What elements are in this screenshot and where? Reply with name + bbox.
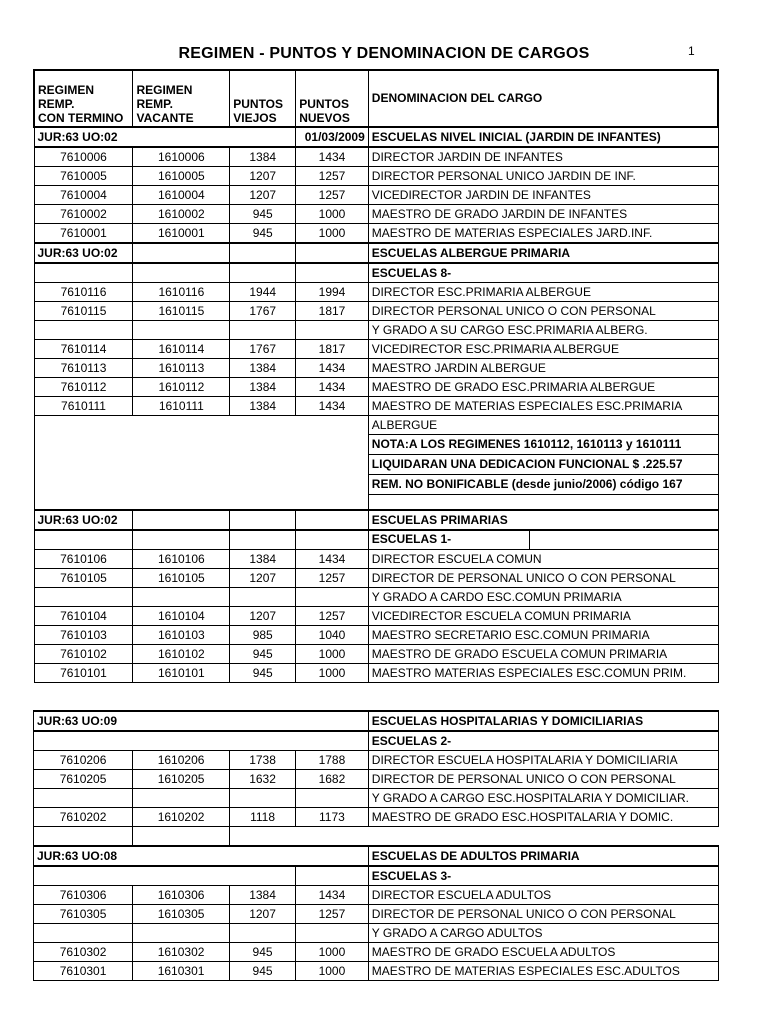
header-row [34, 70, 718, 127]
sub-row [34, 866, 719, 886]
puntos-viejos-cell: 1944 [230, 283, 296, 302]
table-row [34, 167, 718, 186]
regimen-vacante-cell: 1610005 [133, 167, 230, 186]
puntos-viejos-cell: 1767 [230, 340, 296, 359]
continuation-text: ALBERGUE [368, 416, 718, 435]
puntos-viejos-cell: 1384 [230, 886, 296, 905]
section-heading: ESCUELAS NIVEL INICIAL (JARDIN DE INFANTES) [368, 127, 718, 147]
regimen-con-termino-cell: 7610112 [34, 378, 133, 397]
regimen-con-termino-cell: 7610106 [34, 550, 133, 569]
denominacion-cell: MAESTRO DE GRADO ESCUELA COMUN PRIMARIA [368, 645, 718, 664]
puntos-nuevos-cell: 1040 [296, 626, 369, 645]
regimen-vacante-cell: 1610114 [133, 340, 230, 359]
sub-row [34, 263, 718, 283]
puntos-nuevos-cell: 1000 [296, 224, 369, 244]
puntos-viejos-cell [230, 321, 296, 340]
denominacion-cell: Y GRADO A CARDO ESC.COMUN PRIMARIA [368, 588, 718, 607]
regimen-con-termino-cell: 7610206 [34, 751, 133, 770]
regimen-con-termino-cell: 7610305 [34, 905, 133, 924]
denominacion-cell: DIRECTOR ESCUELA COMUN [368, 550, 718, 569]
table-row [34, 664, 718, 683]
table-row [34, 789, 719, 808]
puntos-viejos-cell: 945 [230, 224, 296, 244]
jur-row [34, 127, 718, 147]
regimen-vacante-cell: 1610101 [133, 664, 230, 683]
section-date: 01/03/2009 [296, 127, 369, 147]
section-nivel-inicial [34, 127, 718, 243]
regimen-con-termino-cell: 7610102 [34, 645, 133, 664]
regimen-vacante-cell: 1610004 [133, 186, 230, 205]
regimen-con-termino-cell: 7610101 [34, 664, 133, 683]
denominacion-cell: MAESTRO DE GRADO JARDIN DE INFANTES [368, 205, 718, 224]
table-row [34, 588, 718, 607]
regimen-con-termino-cell: 7610002 [34, 205, 133, 224]
denominacion-cell: DIRECTOR DE PERSONAL UNICO O CON PERSONAL [368, 770, 718, 789]
puntos-viejos-cell: 1207 [230, 607, 296, 626]
regimen-con-termino-cell: 7610114 [34, 340, 133, 359]
regimen-con-termino-cell [34, 321, 133, 340]
sub-row [34, 731, 719, 751]
puntos-viejos-cell: 1207 [230, 186, 296, 205]
regimen-con-termino-cell: 7610116 [34, 283, 133, 302]
note-line-1: NOTA:A LOS REGIMENES 1610112, 1610113 y 1610111 [368, 435, 718, 455]
table-row [34, 359, 718, 378]
regimen-vacante-cell: 1610102 [133, 645, 230, 664]
regimen-vacante-cell: 1610105 [133, 569, 230, 588]
jur-row [34, 846, 719, 866]
denominacion-cell: MAESTRO SECRETARIO ESC.COMUN PRIMARIA [368, 626, 718, 645]
denominacion-cell: DIRECTOR ESC.PRIMARIA ALBERGUE [368, 283, 718, 302]
regimen-vacante-cell: 1610106 [133, 550, 230, 569]
regimen-con-termino-cell: 7610115 [34, 302, 133, 321]
regimen-vacante-cell: 1610205 [133, 770, 230, 789]
puntos-nuevos-cell [296, 789, 369, 808]
regimen-con-termino-cell: 7610111 [34, 397, 133, 416]
puntos-viejos-cell: 945 [230, 962, 296, 981]
section-adultos [34, 846, 719, 981]
regimen-vacante-cell: 1610002 [133, 205, 230, 224]
jur-row [34, 243, 718, 263]
sub-row [34, 530, 718, 550]
puntos-viejos-cell: 1767 [230, 302, 296, 321]
regimen-con-termino-cell: 7610001 [34, 224, 133, 244]
table-row [34, 205, 718, 224]
puntos-nuevos-cell: 1434 [296, 147, 369, 167]
table-row [34, 302, 718, 321]
regimen-vacante-cell: 1610006 [133, 147, 230, 167]
regimen-con-termino-cell: 7610104 [34, 607, 133, 626]
puntos-nuevos-cell: 1817 [296, 340, 369, 359]
denominacion-cell: MAESTRO DE GRADO ESC.PRIMARIA ALBERGUE [368, 378, 718, 397]
puntos-nuevos-cell: 1000 [296, 943, 369, 962]
section-hospitalarias [34, 711, 719, 827]
regimen-con-termino-cell: 7610105 [34, 569, 133, 588]
puntos-nuevos-cell: 1788 [296, 751, 369, 770]
puntos-viejos-cell: 1384 [230, 397, 296, 416]
section-heading: ESCUELAS DE ADULTOS PRIMARIA [368, 846, 718, 866]
puntos-nuevos-cell: 1257 [296, 607, 369, 626]
jur-code: JUR:63 UO:02 [34, 127, 296, 147]
denominacion-cell: VICEDIRECTOR ESC.PRIMARIA ALBERGUE [368, 340, 718, 359]
puntos-nuevos-cell: 1000 [296, 664, 369, 683]
header-puntos-nuevos: PUNTOS NUEVOS [296, 70, 369, 127]
denominacion-cell: MAESTRO MATERIAS ESPECIALES ESC.COMUN PRIM. [368, 664, 718, 683]
puntos-viejos-cell: 1384 [230, 147, 296, 167]
regimen-vacante-cell: 1610111 [133, 397, 230, 416]
sub-heading: ESCUELAS 1- [368, 530, 718, 550]
table-row [34, 147, 718, 167]
page-number: 1 [688, 44, 695, 58]
regimen-vacante-cell [133, 321, 230, 340]
regimen-con-termino-cell: 7610306 [34, 886, 133, 905]
denominacion-cell: DIRECTOR JARDIN DE INFANTES [368, 147, 718, 167]
sub-heading: ESCUELAS 3- [368, 866, 718, 886]
denominacion-cell: VICEDIRECTOR ESCUELA COMUN PRIMARIA [368, 607, 718, 626]
regimen-con-termino-cell [34, 588, 133, 607]
table-row [34, 378, 718, 397]
regimen-vacante-cell: 1610306 [133, 886, 230, 905]
regimen-vacante-cell [133, 588, 230, 607]
section-albergue-note [34, 416, 718, 511]
table-row [34, 550, 718, 569]
section-albergue [34, 243, 718, 416]
table-row [34, 905, 719, 924]
jur-code: JUR:63 UO:02 [34, 510, 133, 530]
regimen-con-termino-cell: 7610004 [34, 186, 133, 205]
table-row [34, 886, 719, 905]
note-line-2: LIQUIDARAN UNA DEDICACION FUNCIONAL $ .225.57 [368, 455, 718, 475]
regimen-vacante-cell: 1610115 [133, 302, 230, 321]
denominacion-cell: DIRECTOR PERSONAL UNICO O CON PERSONAL [368, 302, 718, 321]
denominacion-cell: Y GRADO A CARGO ESC.HOSPITALARIA Y DOMICILIAR. [368, 789, 718, 808]
table-row [34, 607, 718, 626]
regimen-vacante-cell: 1610305 [133, 905, 230, 924]
table-row [34, 626, 718, 645]
puntos-viejos-cell: 1207 [230, 569, 296, 588]
puntos-nuevos-cell [296, 924, 369, 943]
denominacion-cell: MAESTRO DE GRADO ESC.HOSPITALARIA Y DOMIC. [368, 808, 718, 827]
puntos-nuevos-cell: 1682 [296, 770, 369, 789]
puntos-viejos-cell: 1207 [230, 905, 296, 924]
puntos-nuevos-cell: 1434 [296, 378, 369, 397]
section-heading: ESCUELAS PRIMARIAS [368, 510, 718, 530]
section-heading: ESCUELAS ALBERGUE PRIMARIA [368, 243, 718, 263]
puntos-nuevos-cell: 1000 [296, 962, 369, 981]
puntos-nuevos-cell [296, 588, 369, 607]
header-regimen-vacante: REGIMEN REMP. VACANTE [133, 70, 230, 127]
section-heading: ESCUELAS HOSPITALARIAS Y DOMICILIARIAS [368, 711, 718, 731]
puntos-viejos-cell [230, 588, 296, 607]
regimen-vacante-cell: 1610302 [133, 943, 230, 962]
puntos-viejos-cell: 945 [230, 645, 296, 664]
puntos-viejos-cell: 945 [230, 943, 296, 962]
puntos-nuevos-cell: 1257 [296, 905, 369, 924]
page-title: REGIMEN - PUNTOS Y DENOMINACION DE CARGOS [178, 45, 590, 62]
regimen-vacante-cell: 1610103 [133, 626, 230, 645]
denominacion-cell: DIRECTOR PERSONAL UNICO JARDIN DE INF. [368, 167, 718, 186]
denominacion-cell: MAESTRO DE MATERIAS ESPECIALES ESC.ADULTOS [368, 962, 718, 981]
sub-heading: ESCUELAS 2- [368, 731, 718, 751]
denominacion-cell: VICEDIRECTOR JARDIN DE INFANTES [368, 186, 718, 205]
table-row [34, 224, 718, 244]
regimen-con-termino-cell: 7610113 [34, 359, 133, 378]
jur-row [34, 711, 719, 731]
regimen-vacante-cell: 1610116 [133, 283, 230, 302]
jur-code: JUR:63 UO:02 [34, 243, 133, 263]
regimen-vacante-cell: 1610113 [133, 359, 230, 378]
table-row [34, 962, 719, 981]
regimen-vacante-cell: 1610301 [133, 962, 230, 981]
table-row [34, 397, 718, 416]
puntos-viejos-cell: 1384 [230, 378, 296, 397]
puntos-viejos-cell: 945 [230, 664, 296, 683]
puntos-nuevos-cell: 1000 [296, 205, 369, 224]
puntos-nuevos-cell: 1000 [296, 645, 369, 664]
puntos-viejos-cell: 1632 [230, 770, 296, 789]
puntos-nuevos-cell: 1817 [296, 302, 369, 321]
header-denominacion: DENOMINACION DEL CARGO [368, 70, 718, 127]
puntos-viejos-cell: 985 [230, 626, 296, 645]
regimen-vacante-cell: 1610206 [133, 751, 230, 770]
puntos-nuevos-cell: 1434 [296, 359, 369, 378]
puntos-viejos-cell: 1384 [230, 359, 296, 378]
puntos-viejos-cell [230, 924, 296, 943]
cargos-table-1 [33, 69, 719, 683]
jur-row [34, 510, 718, 530]
denominacion-cell: DIRECTOR DE PERSONAL UNICO O CON PERSONAL [368, 905, 718, 924]
puntos-nuevos-cell: 1994 [296, 283, 369, 302]
puntos-nuevos-cell: 1434 [296, 886, 369, 905]
table-row [34, 943, 719, 962]
table-row [34, 186, 718, 205]
denominacion-cell: Y GRADO A CARGO ADULTOS [368, 924, 718, 943]
denominacion-cell: DIRECTOR ESCUELA ADULTOS [368, 886, 718, 905]
table-row [34, 808, 719, 827]
puntos-viejos-cell: 1118 [230, 808, 296, 827]
puntos-viejos-cell: 1738 [230, 751, 296, 770]
puntos-viejos-cell: 1384 [230, 550, 296, 569]
denominacion-cell: Y GRADO A SU CARGO ESC.PRIMARIA ALBERG. [368, 321, 718, 340]
table-row [34, 751, 719, 770]
regimen-con-termino-cell: 7610202 [34, 808, 133, 827]
spacer-row [34, 827, 719, 847]
regimen-con-termino-cell [34, 924, 133, 943]
table-row [34, 340, 718, 359]
table-row [34, 569, 718, 588]
puntos-nuevos-cell: 1173 [296, 808, 369, 827]
table-row [34, 283, 718, 302]
cargos-table-2 [33, 710, 719, 981]
jur-code: JUR:63 UO:09 [34, 711, 369, 731]
regimen-vacante-cell: 1610001 [133, 224, 230, 244]
table-row [34, 645, 718, 664]
regimen-con-termino-cell: 7610103 [34, 626, 133, 645]
puntos-viejos-cell [230, 789, 296, 808]
denominacion-cell: MAESTRO JARDIN ALBERGUE [368, 359, 718, 378]
jur-code: JUR:63 UO:08 [34, 846, 369, 866]
denominacion-cell: MAESTRO DE MATERIAS ESPECIALES ESC.PRIMARIA [368, 397, 718, 416]
regimen-vacante-cell: 1610104 [133, 607, 230, 626]
header-puntos-viejos: PUNTOS VIEJOS [230, 70, 296, 127]
regimen-con-termino-cell: 7610302 [34, 943, 133, 962]
regimen-con-termino-cell [34, 789, 133, 808]
denominacion-cell: DIRECTOR DE PERSONAL UNICO O CON PERSONAL [368, 569, 718, 588]
puntos-nuevos-cell: 1434 [296, 550, 369, 569]
puntos-viejos-cell: 945 [230, 205, 296, 224]
puntos-nuevos-cell: 1257 [296, 167, 369, 186]
note-line-3: REM. NO BONIFICABLE (desde junio/2006) código 167 [368, 475, 718, 495]
table-row [34, 321, 718, 340]
puntos-nuevos-cell [296, 321, 369, 340]
denominacion-cell: DIRECTOR ESCUELA HOSPITALARIA Y DOMICILIARIA [368, 751, 718, 770]
sub-heading: ESCUELAS 8- [368, 263, 718, 283]
denominacion-cell: MAESTRO DE MATERIAS ESPECIALES JARD.INF. [368, 224, 718, 244]
regimen-con-termino-cell: 7610205 [34, 770, 133, 789]
header-regimen-con-termino: REGIMEN REMP. CON TERMINO [34, 70, 133, 127]
puntos-viejos-cell: 1207 [230, 167, 296, 186]
regimen-con-termino-cell: 7610006 [34, 147, 133, 167]
puntos-nuevos-cell: 1257 [296, 186, 369, 205]
puntos-nuevos-cell: 1257 [296, 569, 369, 588]
regimen-con-termino-cell: 7610005 [34, 167, 133, 186]
denominacion-cell: MAESTRO DE GRADO ESCUELA ADULTOS [368, 943, 718, 962]
regimen-con-termino-cell: 7610301 [34, 962, 133, 981]
regimen-vacante-cell: 1610202 [133, 808, 230, 827]
regimen-vacante-cell [133, 924, 230, 943]
puntos-nuevos-cell: 1434 [296, 397, 369, 416]
regimen-vacante-cell: 1610112 [133, 378, 230, 397]
continuation-row [34, 416, 718, 435]
table-row [34, 770, 719, 789]
section-primarias [34, 510, 718, 683]
regimen-vacante-cell [133, 789, 230, 808]
table-row [34, 924, 719, 943]
